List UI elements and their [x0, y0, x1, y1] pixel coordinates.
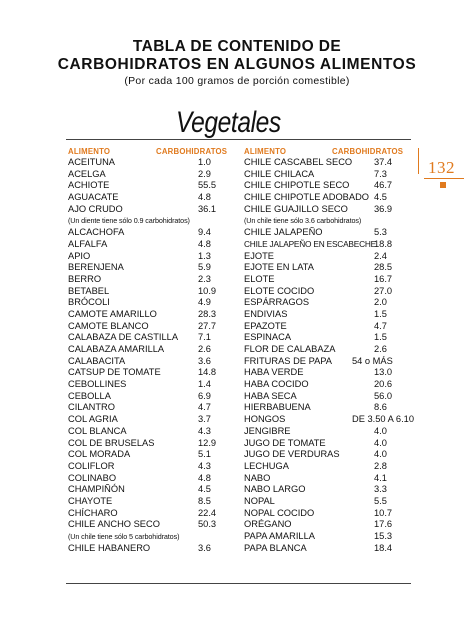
- table-row: [244, 484, 414, 496]
- table-row: [68, 414, 238, 426]
- food-name: CHILE CHIPOTLE ADOBADO: [244, 192, 370, 203]
- table-row: [244, 426, 414, 438]
- table-row: [244, 543, 414, 555]
- table-bottom-rule: [66, 583, 411, 584]
- food-name: ORÉGANO: [244, 519, 292, 530]
- table-row: [244, 379, 414, 391]
- carb-value: 28.5: [374, 262, 393, 273]
- food-name: COLINABO: [68, 472, 117, 483]
- table-row: [244, 438, 414, 450]
- table-row: [68, 461, 238, 473]
- table-row: [68, 356, 238, 368]
- table-row: [244, 519, 414, 531]
- food-name: CHILE GUAJILLO SECO: [244, 203, 348, 214]
- carb-value: 7.3: [374, 168, 387, 179]
- right-rows: [244, 157, 414, 554]
- carb-value: 4.0: [374, 449, 387, 460]
- food-name: CHILE CHIPOTLE SECO: [244, 180, 350, 191]
- table-row: [244, 356, 414, 368]
- table-row: [244, 321, 414, 333]
- food-name: HABA COCIDO: [244, 379, 309, 390]
- food-name: (Un chile tiene sólo 5 carbohidratos): [68, 532, 180, 541]
- carb-value: 2.9: [198, 168, 211, 179]
- table-row: [244, 473, 414, 485]
- food-name: JUGO DE TOMATE: [244, 437, 326, 448]
- food-name: CEBOLLINES: [68, 379, 127, 390]
- table-row: [244, 508, 414, 520]
- carb-value: 1.3: [198, 250, 211, 261]
- food-name: HIERBABUENA: [244, 402, 311, 413]
- carb-value: 4.0: [374, 437, 387, 448]
- food-name: ACHIOTE: [68, 180, 110, 191]
- food-name: EPAZOTE: [244, 320, 287, 331]
- table-row: [244, 531, 414, 543]
- carb-value: 15.3: [374, 531, 393, 541]
- section-title: Vegetales: [176, 106, 281, 139]
- page-number-divider: [418, 148, 419, 174]
- carb-value: 3.6: [198, 542, 211, 553]
- carb-value: 2.3: [198, 273, 211, 284]
- food-name: CAMOTE BLANCO: [68, 320, 149, 331]
- carb-value: 1.5: [374, 332, 387, 343]
- food-name: AJO CRUDO: [68, 203, 123, 214]
- food-name: HABA VERDE: [244, 367, 304, 378]
- table-row: [244, 496, 414, 508]
- carb-value: 18.4: [374, 542, 393, 553]
- table-row: [68, 274, 238, 286]
- carb-value: 4.9: [198, 297, 211, 308]
- column-header-carbs: CARBOHIDRATOS: [332, 147, 404, 156]
- table-row: [244, 180, 414, 192]
- table-row: [244, 227, 414, 239]
- food-name: (Un diente tiene sólo 0.9 carbohidratos): [68, 216, 190, 226]
- table-row: [244, 414, 414, 426]
- carb-value: 22.4: [198, 507, 217, 518]
- table-row: [244, 297, 414, 309]
- food-name: NABO LARGO: [244, 484, 306, 495]
- table-row: [244, 157, 414, 169]
- food-name: HABA SECA: [244, 390, 297, 401]
- carb-value: 8.6: [374, 402, 387, 413]
- table-top-rule: [66, 139, 411, 140]
- food-name: CHILE JALAPEÑO EN ESCABECHE: [244, 238, 377, 249]
- carb-value: 12.9: [198, 437, 217, 448]
- carb-value: 4.0: [374, 425, 387, 436]
- table-row: [68, 251, 238, 263]
- carb-value: 18.8: [374, 238, 393, 249]
- table-row: [68, 344, 238, 356]
- food-name: ENDIVIAS: [244, 308, 288, 319]
- table-row: [244, 391, 414, 403]
- food-name: ACEITUNA: [68, 157, 116, 167]
- food-name: PAPA AMARILLA: [244, 531, 315, 541]
- carb-value: DE 3.50 A 6.10: [352, 414, 415, 425]
- table-row: [244, 169, 414, 181]
- table-row: [68, 391, 238, 403]
- carb-value: 20.6: [374, 379, 393, 390]
- food-name: BERRO: [68, 273, 102, 284]
- food-name: COL DE BRUSELAS: [68, 437, 155, 448]
- table-row: [68, 484, 238, 496]
- food-name: ESPINACA: [244, 332, 292, 343]
- carb-value: 50.3: [198, 519, 217, 530]
- carb-value: 16.7: [374, 273, 393, 284]
- carb-value: 4.3: [198, 425, 211, 436]
- food-name: CALABAZA DE CASTILLA: [68, 332, 179, 343]
- table-row: [68, 227, 238, 239]
- food-name: JENGIBRE: [244, 425, 291, 436]
- table-row: [244, 239, 414, 251]
- food-name: CHAYOTE: [68, 495, 113, 506]
- table-row: [68, 321, 238, 333]
- food-name: BRÓCOLI: [68, 297, 110, 308]
- table-row: [68, 204, 238, 216]
- table-row: [68, 286, 238, 298]
- carb-value: 10.7: [374, 507, 393, 518]
- carb-value: 3.7: [198, 414, 211, 425]
- food-name: CHILE HABANERO: [68, 542, 151, 553]
- table-row: [244, 262, 414, 274]
- food-name: NABO: [244, 472, 271, 483]
- food-name: CHILE JALAPEÑO: [244, 227, 323, 238]
- table-row: [68, 379, 238, 391]
- carb-value: 4.8: [198, 238, 211, 249]
- column-header-carbs: CARBOHIDRATOS: [156, 147, 228, 156]
- food-name: (Un chile tiene sólo 3.6 carbohidratos): [244, 216, 362, 226]
- table-row: [68, 309, 238, 321]
- page-title-line-1: TABLA DE CONTENIDO DE: [132, 38, 342, 55]
- food-name: CATSUP DE TOMATE: [68, 367, 161, 378]
- food-name: AGUACATE: [68, 192, 119, 203]
- table-row: [244, 344, 414, 356]
- carb-value: 28.3: [198, 308, 217, 319]
- table-row: [244, 332, 414, 344]
- carb-value: 4.5: [374, 192, 387, 203]
- carb-value: 8.5: [198, 495, 211, 506]
- carb-value: 5.3: [374, 227, 387, 238]
- table-note: [68, 531, 238, 543]
- carb-value: 2.0: [374, 297, 387, 308]
- food-name: FRITURAS DE PAPA: [244, 355, 332, 366]
- carb-value: 1.4: [198, 379, 211, 390]
- carb-value: 3.6: [198, 355, 211, 366]
- food-name: CAMOTE AMARILLO: [68, 308, 157, 319]
- carb-value: 46.7: [374, 180, 393, 191]
- food-name: COLIFLOR: [68, 460, 115, 471]
- carb-value: 27.7: [198, 320, 217, 331]
- food-name: APIO: [68, 250, 91, 261]
- carb-value: 13.0: [374, 367, 393, 378]
- table-left-column: [68, 143, 238, 554]
- left-rows: [68, 157, 238, 554]
- table-row: [68, 519, 238, 531]
- table-row: [244, 286, 414, 298]
- table-row: [244, 461, 414, 473]
- carb-value: 2.6: [198, 344, 211, 354]
- table-row: [244, 449, 414, 461]
- table-row: [68, 426, 238, 438]
- food-name: ELOTE: [244, 273, 275, 284]
- food-name: LECHUGA: [244, 460, 289, 471]
- column-header: [68, 143, 238, 157]
- food-name: ALCACHOFA: [68, 227, 125, 238]
- food-name: CHILE CHILACA: [244, 168, 315, 179]
- carb-value: 6.9: [198, 390, 211, 401]
- table-row: [244, 192, 414, 204]
- food-name: HONGOS: [244, 414, 286, 425]
- page-subtitle: (Por cada 100 gramos de porción comestible): [124, 75, 350, 87]
- table-row: [68, 332, 238, 344]
- food-name: CALABACITA: [68, 355, 126, 366]
- carb-value: 2.8: [374, 460, 387, 471]
- food-name: BERENJENA: [68, 262, 124, 273]
- table-row: [68, 239, 238, 251]
- carb-value: 5.9: [198, 262, 211, 273]
- food-name: CHILE ANCHO SECO: [68, 519, 160, 530]
- food-name: ACELGA: [68, 168, 106, 179]
- column-header-food: ALIMENTO: [244, 147, 287, 156]
- food-name: BETABEL: [68, 285, 110, 296]
- table-row: [68, 180, 238, 192]
- carb-value: 5.5: [374, 495, 387, 506]
- carb-value: 54 o MÁS: [352, 355, 393, 366]
- food-name: CEBOLLA: [68, 390, 111, 401]
- table-row: [68, 438, 238, 450]
- table-row: [244, 274, 414, 286]
- carb-value: 17.6: [374, 519, 393, 530]
- table-row: [244, 309, 414, 321]
- carb-value: 1.0: [198, 157, 211, 167]
- carb-value: 4.7: [374, 320, 387, 331]
- carb-value: 7.1: [198, 332, 211, 343]
- carb-value: 14.8: [198, 367, 217, 378]
- food-name: CALABAZA AMARILLA: [68, 344, 165, 354]
- table-right-column: [244, 143, 414, 554]
- page-number-underline: [424, 178, 464, 179]
- table-row: [68, 157, 238, 169]
- table-row: [68, 297, 238, 309]
- table-row: [68, 169, 238, 181]
- table-row: [244, 204, 414, 216]
- carb-value: 2.6: [374, 344, 387, 354]
- food-name: JUGO DE VERDURAS: [244, 449, 340, 460]
- carb-value: 4.8: [198, 192, 211, 203]
- food-name: EJOTE EN LATA: [244, 262, 314, 273]
- food-name: NOPAL: [244, 495, 275, 506]
- page-title-line-2: CARBOHIDRATOS EN ALGUNOS ALIMENTOS: [57, 56, 417, 73]
- food-name: NOPAL COCIDO: [244, 507, 315, 518]
- carb-value: 56.0: [374, 390, 393, 401]
- table-row: [244, 402, 414, 414]
- carb-value: 4.7: [198, 402, 211, 413]
- carb-value: 4.5: [198, 484, 211, 495]
- table-row: [68, 449, 238, 461]
- table-note: [244, 215, 414, 227]
- food-name: CHAMPIÑÓN: [68, 484, 125, 495]
- table-row: [68, 508, 238, 520]
- carb-value: 9.4: [198, 227, 211, 238]
- carb-value: 1.5: [374, 308, 387, 319]
- food-name: CHILE CASCABEL SECO: [244, 157, 353, 167]
- column-header-food: ALIMENTO: [68, 147, 111, 156]
- table-row: [244, 251, 414, 263]
- table-row: [68, 402, 238, 414]
- carb-value: 3.3: [374, 484, 387, 495]
- food-name: ESPÁRRAGOS: [244, 297, 310, 308]
- table-note: [68, 215, 238, 227]
- page-marker-square: [440, 182, 446, 188]
- food-name: ALFALFA: [68, 238, 108, 249]
- table-row: [68, 192, 238, 204]
- table-row: [68, 496, 238, 508]
- carb-value: 2.4: [374, 250, 387, 261]
- food-name: CILANTRO: [68, 402, 116, 413]
- carb-value: 36.1: [198, 203, 217, 214]
- food-name: ELOTE COCIDO: [244, 285, 315, 296]
- food-name: COL AGRIA: [68, 414, 118, 425]
- carb-value: 27.0: [374, 285, 393, 296]
- carb-value: 10.9: [198, 285, 217, 296]
- table-row: [244, 367, 414, 379]
- table-row: [68, 262, 238, 274]
- carb-value: 36.9: [374, 203, 393, 214]
- food-name: CHÍCHARO: [68, 507, 118, 518]
- carb-value: 5.1: [198, 449, 211, 460]
- carb-value: 4.8: [198, 472, 211, 483]
- column-header: [244, 143, 414, 157]
- table-row: [68, 473, 238, 485]
- food-name: COL BLANCA: [68, 425, 127, 436]
- carb-value: 4.3: [198, 460, 211, 471]
- food-name: FLOR DE CALABAZA: [244, 344, 336, 354]
- food-name: PAPA BLANCA: [244, 542, 307, 553]
- table-row: [68, 543, 238, 555]
- food-name: EJOTE: [244, 250, 274, 261]
- page-number: 132: [428, 158, 455, 177]
- carb-value: 37.4: [374, 157, 393, 167]
- carb-value: 4.1: [374, 472, 387, 483]
- carb-value: 55.5: [198, 180, 217, 191]
- food-name: COL MORADA: [68, 449, 131, 460]
- table-row: [68, 367, 238, 379]
